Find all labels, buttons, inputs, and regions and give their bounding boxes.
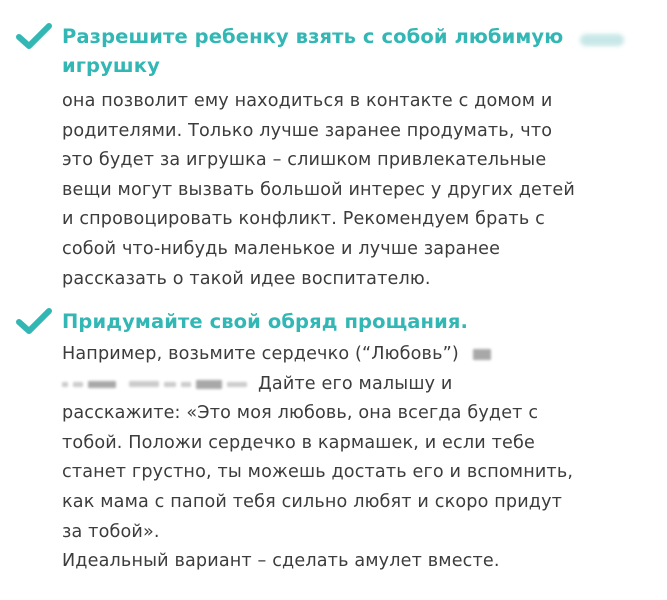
blurred-fragment bbox=[196, 380, 222, 389]
body-line: родителями. Только лучше заранее продумать, что bbox=[62, 120, 553, 141]
body-line: Идеальный вариант – сделать амулет вместе. bbox=[62, 551, 500, 572]
body-line: вещи могут вызвать большой интерес у других детей bbox=[62, 179, 575, 200]
body-line-text: Дайте его малышу и bbox=[258, 373, 453, 394]
heading-line: Придумайте свой обряд прощания. bbox=[62, 310, 468, 333]
item-heading bbox=[62, 307, 622, 336]
blurred-fragment bbox=[227, 382, 247, 387]
item-body bbox=[62, 87, 662, 294]
blurred-fragment bbox=[73, 382, 83, 387]
body-line: расскажите: «Это моя любовь, она всегда будет с bbox=[62, 403, 539, 424]
body-line: как мама с папой тебя сильно любят и скоро придут bbox=[62, 491, 563, 512]
body-line: это будет за игрушка – слишком привлекательные bbox=[62, 150, 547, 171]
body-line bbox=[62, 340, 662, 370]
body-line: станет грустно, ты можешь достать его и вспомнить, bbox=[62, 462, 574, 483]
blurred-fragment bbox=[181, 382, 191, 387]
item-body bbox=[62, 340, 662, 577]
body-line: за тобой». bbox=[62, 521, 160, 542]
heading-line: Разрешите ребенку взять с собой любимую bbox=[62, 25, 564, 48]
blurred-fragment bbox=[473, 349, 491, 360]
body-line: тобой. Положи сердечко в кармашек, и если тебе bbox=[62, 432, 535, 453]
blurred-fragment bbox=[88, 381, 116, 388]
body-line: она позволит ему находиться в контакте с домом и bbox=[62, 91, 553, 111]
checkmark-icon bbox=[14, 22, 54, 52]
body-line: собой что-нибудь маленькое и лучше заранее bbox=[62, 238, 501, 259]
body-line: и спровоцировать конфликт. Рекомендуем брать с bbox=[62, 209, 545, 230]
body-line: рассказать о такой идее воспитателю. bbox=[62, 268, 431, 289]
body-line-text: Например, возьмите сердечко (“Любовь”) bbox=[62, 344, 459, 364]
blurred-fragment bbox=[580, 34, 624, 46]
blurred-fragment bbox=[164, 382, 176, 387]
checkmark-icon bbox=[14, 307, 54, 337]
blurred-fragment bbox=[62, 382, 68, 387]
item-heading bbox=[62, 22, 622, 80]
blurred-fragment bbox=[129, 381, 159, 387]
body-line bbox=[62, 370, 662, 400]
heading-line: игрушку bbox=[62, 54, 160, 77]
